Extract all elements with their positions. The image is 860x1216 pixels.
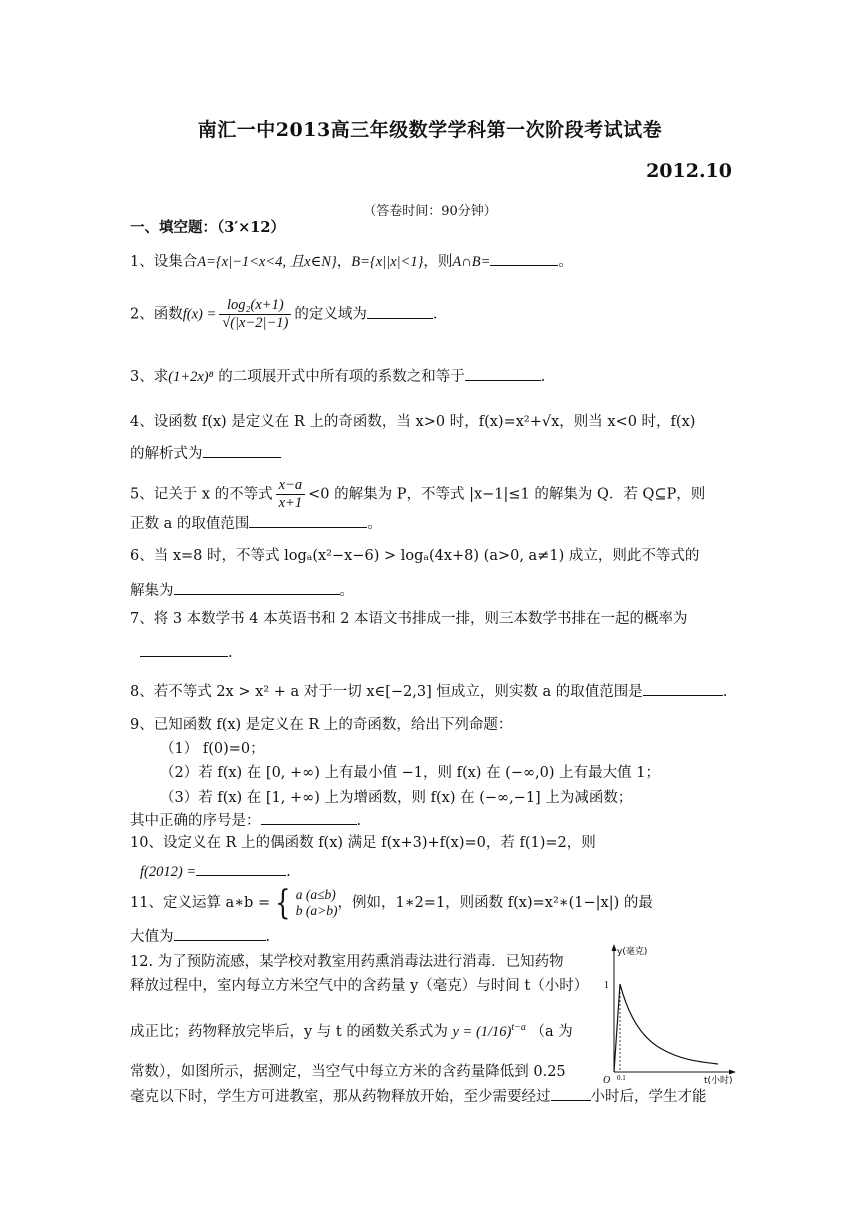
fraction: $\frac{x-a}{x+1}$ [276,477,305,512]
exam-title: 南汇一中2013高三年级数学学科第一次阶段考试试卷 [197,119,663,141]
question-7: 7、将 3 本数学书 4 本英语书和 2 本语文书排成一排，则三本数学书排在一起的概率为 [130,611,688,627]
question-2: 2、函数f(x) = $\frac{\text{log₂(x+1)}}{√(|x-2|-1)}$ 的定义域为 . [130,297,438,331]
question-6-cont: 解集为 。 [130,580,354,601]
y-axis-label: y(毫克) [617,947,648,957]
y-axis-arrow [612,944,617,951]
question-3: 3、求(1+2x)⁸ 的二项展开式中所有项的系数之和等于 . [130,366,545,387]
time-note: （答卷时间：90分钟） [363,204,497,219]
answer-blank[interactable] [465,366,541,381]
question-5-cont: 正数 a 的取值范围 。 [130,513,382,534]
answer-blank[interactable] [249,513,367,528]
question-9: 9、已知函数 f(x) 是定义在 R 上的奇函数，给出下列命题： [130,717,513,733]
question-12: 12. 为了预防流感，某学校对教室用药熏消毒法进行消毒．已知药物 [130,954,564,970]
question-1: 1、设集合A={x|−1<x<4, 且x∈N}，B={x||x|<1}，则A∩B= 。 [130,251,573,272]
fraction: $\frac{\text{log₂(x+1)}}{√(|x-2|-1)}$ [219,297,291,332]
question-11-cont: 大值为 . [130,926,270,947]
answer-blank[interactable] [367,304,433,319]
question-10-cont: f(2012) = . [140,861,291,882]
answer-blank[interactable] [643,681,723,696]
question-12-line-2: 释放过程中，室内每立方米空气中的含药量 y（毫克）与时间 t（小时） [130,978,589,994]
question-7-cont: . [140,642,233,663]
x-axis-label: t(小时) [704,1076,733,1086]
answer-blank[interactable] [174,926,266,941]
x-tick-label: 0.1 [617,1074,626,1082]
question-11: 11、定义运算 a∗b = { a (a≤b) b (a>b) ，例如，1∗2=1，则函数 f(x)=x²∗(1−|x|) 的最 [130,883,653,923]
question-12-line-5: 毫克以下时，学生方可进教室，那从药物释放开始，至少需要经过 小时后，学生才能 [130,1086,707,1107]
piecewise-cases: a (a≤b) b (a>b) [295,887,338,918]
decay-graph [600,940,738,1090]
y-tick-label: 1 [604,980,609,991]
decay-curve [620,984,718,1064]
question-4: 4、设函数 f(x) 是定义在 R 上的奇函数，当 x>0 时，f(x)=x²+√x，则当 x<0 时，f(x) [130,414,696,430]
question-9-item-3: （3）若 f(x) 在 [1, +∞) 上为增函数，则 f(x) 在 (−∞,−1] 上为减函数； [160,790,633,806]
question-12-line-3: 成正比；药物释放完毕后，y 与 t 的函数关系式为 $y = (1/16)^{t-a}$ （a 为 [130,1022,573,1040]
question-5: 5、记关于 x 的不等式 $\frac{x-a}{x+1}$ <0 的解集为 P，不等式 |x−1|≤1 的解集为 Q．若 Q⊆P，则 [130,477,706,511]
answer-blank[interactable] [140,642,228,657]
question-12-line-4: 常数），如图所示，据测定，当空气中每立方米的含药量降低到 0.25 [130,1064,566,1080]
answer-blank[interactable] [196,861,286,876]
exam-date: 2012.10 [646,160,732,182]
question-9-ask: 其中正确的序号是： . [130,810,361,831]
answer-blank[interactable] [261,810,357,825]
answer-blank[interactable] [203,443,281,458]
x-axis-arrow [729,1070,736,1075]
question-6: 6、当 x=8 时，不等式 logₐ(x²−x−6) > logₐ(4x+8) (a>0, a≠1) 成立，则此不等式的 [130,548,700,564]
question-4-cont: 的解析式为 [130,443,281,464]
rise-segment [614,984,620,1072]
question-9-item-2: （2）若 f(x) 在 [0, +∞) 上有最小值 −1，则 f(x) 在 (−∞,0) 上有最大值 1； [160,765,660,781]
left-brace: { [275,883,291,923]
question-10: 10、设定义在 R 上的偶函数 f(x) 满足 f(x+3)+f(x)=0，若 f(1)=2，则 [130,835,596,851]
section-heading: 一、填空题：（3′×12） [130,219,285,236]
answer-blank[interactable] [174,580,340,595]
answer-blank[interactable] [551,1086,591,1101]
answer-blank[interactable] [490,251,558,266]
question-8: 8、若不等式 2x > x² + a 对于一切 x∈[−2,3] 恒成立，则实数 a 的取值范围是 . [130,681,727,702]
origin-label: O [603,1075,611,1086]
question-9-item-1: （1） f(0)=0； [160,741,265,757]
